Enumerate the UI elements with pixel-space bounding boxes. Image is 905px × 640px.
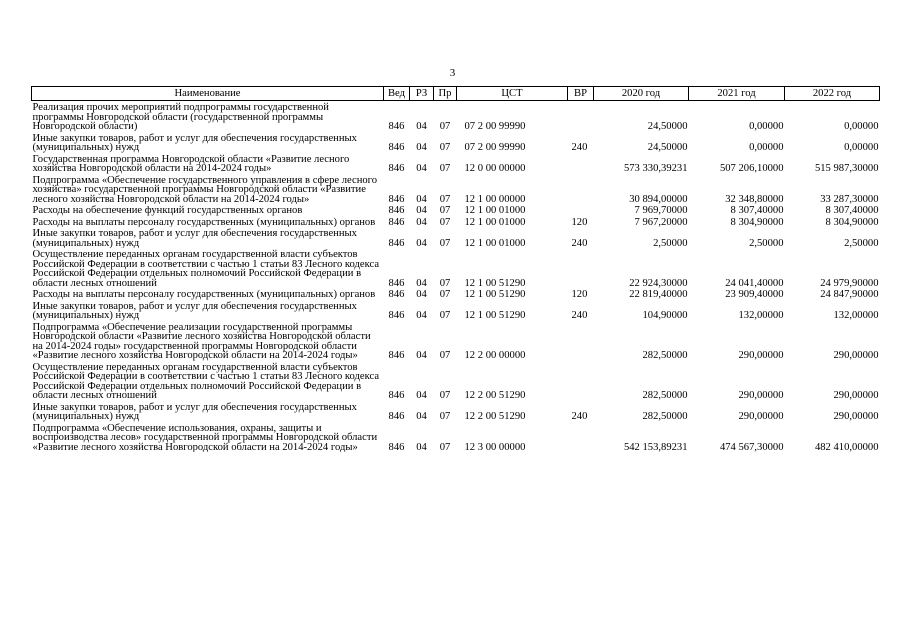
budget-table bbox=[31, 86, 880, 452]
cell-2021: 8 307,40000 bbox=[730, 205, 784, 216]
cell-ved: 846 bbox=[388, 310, 405, 321]
cell-2020: 22 819,40000 bbox=[629, 289, 688, 300]
cell-vr: 120 bbox=[571, 289, 588, 300]
cell-ved: 846 bbox=[388, 163, 405, 174]
cell-rz: 04 bbox=[416, 142, 427, 153]
cell-pr: 07 bbox=[439, 142, 451, 153]
cell-ved: 846 bbox=[388, 142, 405, 153]
header-name: Наименование bbox=[32, 87, 384, 101]
cell-ved: 846 bbox=[388, 216, 405, 228]
cell-2021: 290,00000 bbox=[738, 390, 784, 401]
cell-pr: 07 bbox=[439, 411, 451, 422]
cell-2022: 8 304,90000 bbox=[825, 216, 879, 228]
cell-vr bbox=[568, 101, 594, 132]
table-body bbox=[32, 101, 880, 453]
table-row bbox=[32, 248, 880, 288]
cell-vr bbox=[568, 204, 594, 216]
cell-2020: 2,50000 bbox=[653, 237, 688, 249]
table-row bbox=[32, 401, 880, 422]
cell-cst: 12 1 00 51290 bbox=[464, 310, 526, 321]
cell-name: Расходы на обеспечение функций государственных органов bbox=[32, 205, 303, 216]
cell-2020: 282,50000 bbox=[642, 411, 688, 422]
cell-name: Государственная программа Новгородской области «Развитие лесного хозяйства Новгородской области на 2014-2024 годы» bbox=[32, 153, 350, 174]
cell-2021: 132,00000 bbox=[738, 310, 784, 321]
cell-rz: 04 bbox=[416, 350, 427, 361]
table-row bbox=[32, 361, 880, 401]
cell-vr bbox=[568, 321, 594, 361]
cell-ved: 846 bbox=[388, 205, 405, 216]
cell-2020: 7 969,70000 bbox=[634, 205, 688, 216]
cell-name: Расходы на выплаты персоналу государственных (муниципальных) органов bbox=[32, 216, 376, 227]
cell-2022: 132,00000 bbox=[833, 310, 879, 321]
table-row bbox=[32, 132, 880, 153]
cell-2021: 0,00000 bbox=[749, 142, 784, 153]
cell-cst: 12 3 00 00000 bbox=[464, 441, 526, 453]
cell-rz: 04 bbox=[416, 205, 427, 216]
cell-cst: 07 2 00 99990 bbox=[464, 121, 526, 132]
cell-rz: 04 bbox=[416, 193, 427, 205]
cell-name: Иные закупки товаров, работ и услуг для обеспечения государственных (муниципальных) нужд bbox=[32, 132, 357, 153]
cell-2020: 542 153,89231 bbox=[623, 441, 688, 453]
cell-name: Подпрограмма «Обеспечение использования, охраны, защиты и воспроизводства лесов» государственной программы Новгородской области «Развитие лесного хозяйства Новгородской области на 2014-2024 годы» bbox=[32, 422, 378, 452]
cell-vr bbox=[568, 248, 594, 288]
cell-vr bbox=[568, 422, 594, 453]
cell-name: Подпрограмма «Обеспечение реализации государственной программы Новгородской области «Развитие лесного хозяйства Новгородской области на 2014-2024 годы» государственной программы Новгородской области «Развитие лесного хозяйства Новгородской области на 2014-2024 годы» bbox=[32, 321, 371, 361]
cell-pr: 07 bbox=[439, 237, 451, 249]
cell-pr: 07 bbox=[439, 310, 451, 321]
table-row bbox=[32, 321, 880, 361]
table-header-row bbox=[32, 87, 880, 101]
cell-2021: 290,00000 bbox=[738, 411, 784, 422]
cell-name: Иные закупки товаров, работ и услуг для обеспечения государственных (муниципальных) нужд bbox=[32, 300, 357, 321]
cell-2022: 8 307,40000 bbox=[825, 205, 879, 216]
cell-2020: 282,50000 bbox=[642, 390, 688, 401]
cell-name: Подпрограмма «Обеспечение государственного управления в сфере лесного хозяйства» государственной программы Новгородской области «Развитие лесного хозяйства Новгородской области на 2014-2024 годы» bbox=[32, 174, 378, 204]
header-2021: 2021 год bbox=[689, 87, 785, 101]
cell-cst: 12 2 00 51290 bbox=[464, 390, 526, 401]
cell-rz: 04 bbox=[416, 237, 427, 249]
cell-rz: 04 bbox=[416, 390, 427, 401]
header-2022: 2022 год bbox=[785, 87, 880, 101]
cell-ved: 846 bbox=[388, 193, 405, 205]
cell-vr: 240 bbox=[571, 237, 588, 249]
header-ved: Вед bbox=[384, 87, 410, 101]
cell-2021: 290,00000 bbox=[738, 350, 784, 361]
cell-name: Осуществление переданных органам государственной власти субъектов Российской Федерации в соответствии с частью 1 статьи 83 Лесного кодекса Российской Федерации отдельных полномочий Российской Федерации в области лесных отношений bbox=[32, 361, 380, 401]
cell-pr: 07 bbox=[439, 289, 451, 300]
cell-2021: 24 041,40000 bbox=[725, 277, 784, 289]
cell-2022: 290,00000 bbox=[833, 390, 879, 401]
cell-2020: 282,50000 bbox=[642, 350, 688, 361]
cell-2020: 24,50000 bbox=[647, 121, 688, 132]
cell-2021: 474 567,30000 bbox=[719, 441, 784, 453]
cell-name: Осуществление переданных органам государственной власти субъектов Российской Федерации в соответствии с частью 1 статьи 83 Лесного кодекса Российской Федерации отдельных полномочий Российской Федерации в области лесных отношений bbox=[32, 249, 380, 288]
cell-pr: 07 bbox=[439, 350, 451, 361]
cell-vr bbox=[568, 174, 594, 205]
cell-vr: 240 bbox=[571, 411, 588, 422]
header-2020: 2020 год bbox=[594, 87, 689, 101]
cell-2020: 22 924,30000 bbox=[629, 277, 688, 289]
cell-2022: 515 987,30000 bbox=[814, 163, 879, 174]
cell-2020: 104,90000 bbox=[642, 310, 688, 321]
cell-rz: 04 bbox=[416, 441, 427, 453]
cell-vr bbox=[568, 153, 594, 174]
cell-cst: 07 2 00 99990 bbox=[464, 142, 526, 153]
cell-cst: 12 1 00 01000 bbox=[464, 205, 526, 216]
cell-ved: 846 bbox=[388, 390, 405, 401]
cell-pr: 07 bbox=[439, 390, 451, 401]
cell-ved: 846 bbox=[388, 277, 405, 289]
table-row bbox=[32, 422, 880, 453]
cell-2021: 507 206,10000 bbox=[719, 163, 784, 174]
table-row bbox=[32, 204, 880, 216]
cell-vr: 240 bbox=[571, 310, 588, 321]
cell-cst: 12 2 00 51290 bbox=[464, 411, 526, 422]
table-row bbox=[32, 288, 880, 300]
cell-name: Иные закупки товаров, работ и услуг для обеспечения государственных (муниципальных) нужд bbox=[32, 401, 357, 422]
cell-name: Реализация прочих мероприятий подпрограммы государственной программы Новгородской области (государственной программы Новгородской области) bbox=[32, 102, 329, 132]
cell-cst: 12 0 00 00000 bbox=[464, 163, 526, 174]
cell-2022: 24 979,90000 bbox=[820, 277, 879, 289]
cell-pr: 07 bbox=[439, 441, 451, 453]
cell-pr: 07 bbox=[439, 277, 451, 289]
cell-cst: 12 1 00 51290 bbox=[464, 289, 526, 300]
cell-rz: 04 bbox=[416, 289, 427, 300]
cell-cst: 12 1 00 01000 bbox=[464, 216, 526, 228]
cell-rz: 04 bbox=[416, 216, 427, 228]
cell-2021: 23 909,40000 bbox=[725, 289, 784, 300]
header-rz: РЗ bbox=[410, 87, 434, 101]
cell-2022: 2,50000 bbox=[844, 237, 879, 249]
cell-2022: 0,00000 bbox=[844, 142, 879, 153]
table-row bbox=[32, 216, 880, 228]
cell-cst: 12 1 00 00000 bbox=[464, 193, 526, 205]
cell-ved: 846 bbox=[388, 121, 405, 132]
cell-cst: 12 1 00 51290 bbox=[464, 277, 526, 289]
cell-ved: 846 bbox=[388, 411, 405, 422]
cell-2021: 2,50000 bbox=[749, 237, 784, 249]
cell-vr bbox=[568, 361, 594, 401]
cell-2020: 573 330,39231 bbox=[623, 163, 688, 174]
cell-ved: 846 bbox=[388, 237, 405, 249]
cell-vr: 120 bbox=[571, 216, 588, 228]
cell-2021: 32 348,80000 bbox=[725, 193, 784, 205]
cell-pr: 07 bbox=[439, 205, 451, 216]
header-pr: Пр bbox=[434, 87, 457, 101]
cell-2022: 0,00000 bbox=[844, 121, 879, 132]
cell-pr: 07 bbox=[439, 163, 451, 174]
cell-2021: 8 304,90000 bbox=[730, 216, 784, 228]
cell-name: Иные закупки товаров, работ и услуг для обеспечения государственных (муниципальных) нужд bbox=[32, 228, 357, 248]
cell-pr: 07 bbox=[439, 121, 451, 132]
cell-rz: 04 bbox=[416, 121, 427, 132]
cell-rz: 04 bbox=[416, 411, 427, 422]
cell-2020: 24,50000 bbox=[647, 142, 688, 153]
cell-ved: 846 bbox=[388, 350, 405, 361]
table-row bbox=[32, 153, 880, 174]
cell-2022: 24 847,90000 bbox=[820, 289, 879, 300]
table-row bbox=[32, 101, 880, 132]
cell-2022: 33 287,30000 bbox=[820, 193, 879, 205]
page-number: 3 bbox=[449, 67, 456, 79]
cell-pr: 07 bbox=[439, 216, 451, 228]
cell-2022: 482 410,00000 bbox=[814, 441, 879, 453]
cell-2020: 7 967,20000 bbox=[634, 216, 688, 228]
table-row bbox=[32, 174, 880, 205]
cell-cst: 12 1 00 01000 bbox=[464, 237, 526, 249]
cell-vr: 240 bbox=[571, 142, 588, 153]
table-row bbox=[32, 227, 880, 248]
cell-2022: 290,00000 bbox=[833, 411, 879, 422]
cell-2021: 0,00000 bbox=[749, 121, 784, 132]
header-cst: ЦСТ bbox=[457, 87, 568, 101]
cell-ved: 846 bbox=[388, 289, 405, 300]
cell-rz: 04 bbox=[416, 277, 427, 289]
cell-rz: 04 bbox=[416, 163, 427, 174]
table-row bbox=[32, 300, 880, 321]
cell-ved: 846 bbox=[388, 441, 405, 453]
cell-name: Расходы на выплаты персоналу государственных (муниципальных) органов bbox=[32, 289, 376, 300]
cell-2022: 290,00000 bbox=[833, 350, 879, 361]
cell-rz: 04 bbox=[416, 310, 427, 321]
header-vr: ВР bbox=[568, 87, 594, 101]
cell-2020: 30 894,00000 bbox=[629, 193, 688, 205]
cell-cst: 12 2 00 00000 bbox=[464, 350, 526, 361]
cell-pr: 07 bbox=[439, 193, 451, 205]
